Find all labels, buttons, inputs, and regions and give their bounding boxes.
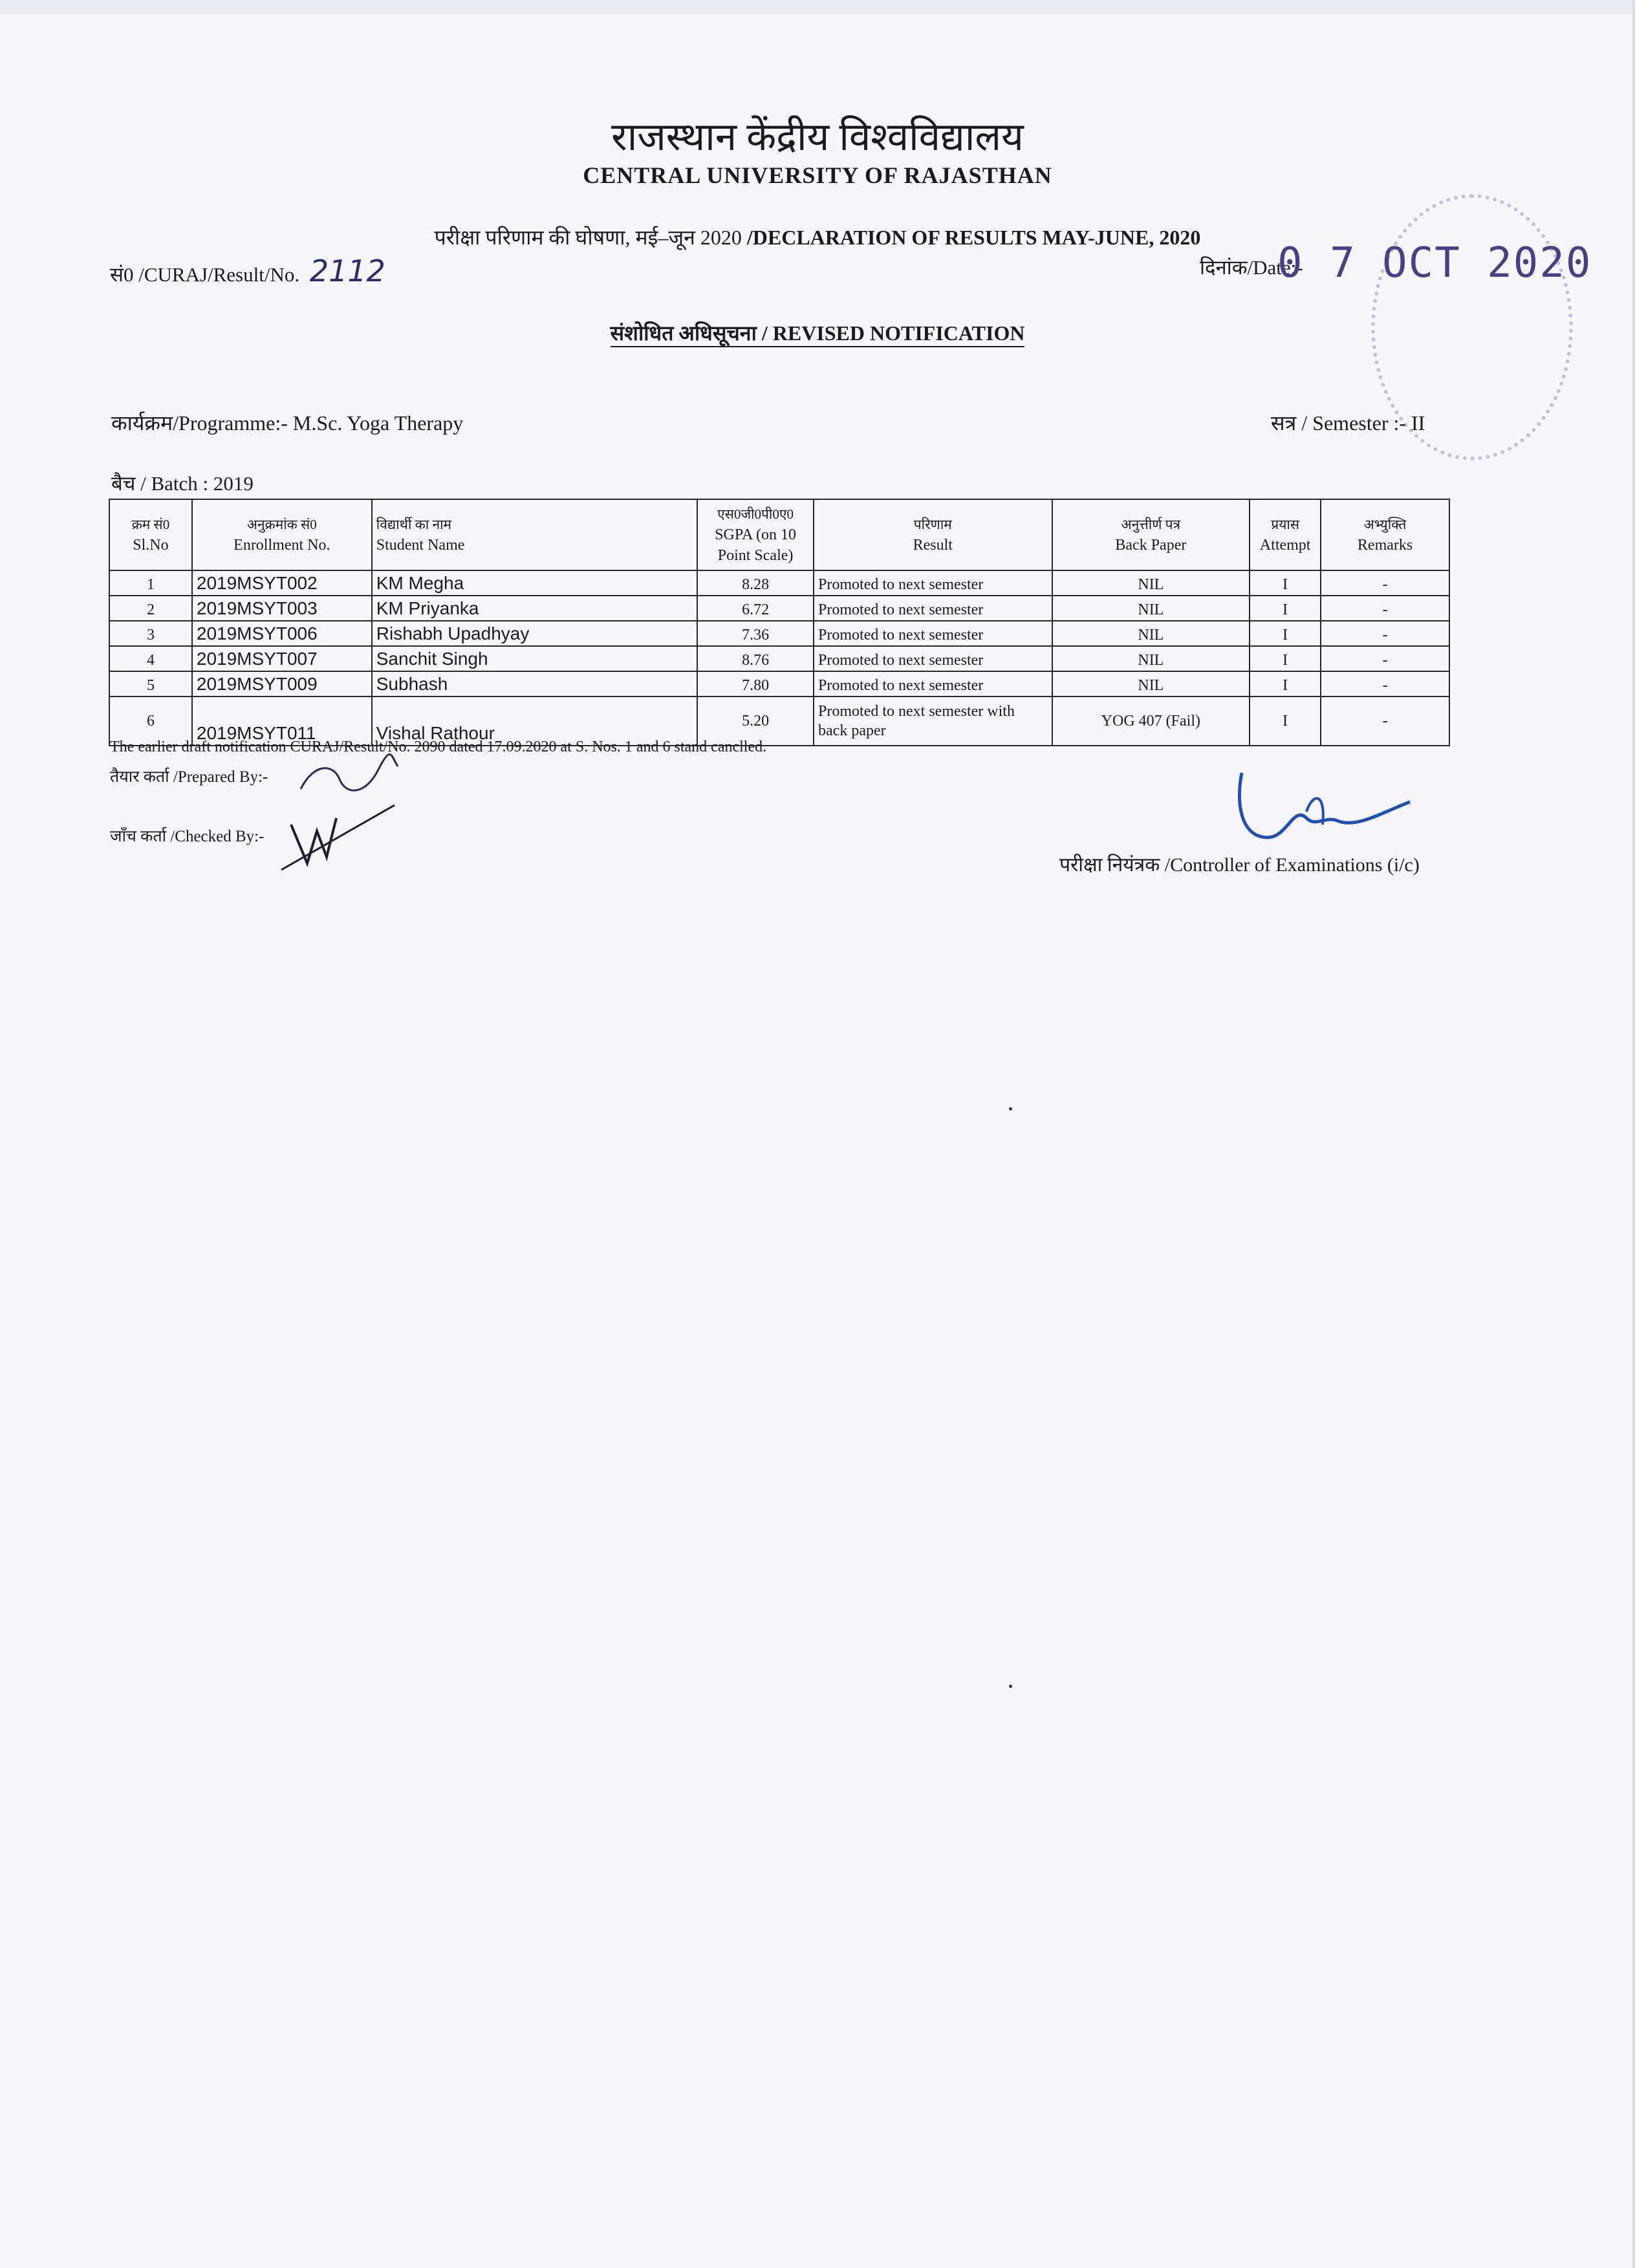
cell-student-name: KM Megha bbox=[372, 570, 697, 596]
cancellation-note: The earlier draft notification CURAJ/Result/No. 2090 dated 17.09.2020 at S. Nos. 1 and 6 stand canclled. bbox=[110, 739, 767, 755]
table-row bbox=[109, 570, 1449, 596]
semester-label: सत्र / Semester :- II bbox=[1271, 411, 1425, 435]
reference-number bbox=[110, 254, 385, 288]
cell-attempt: I bbox=[1250, 596, 1321, 621]
table-row bbox=[109, 621, 1449, 646]
cell-enrollment: 2019MSYT002 bbox=[192, 570, 372, 596]
cell-sl-no: 4 bbox=[109, 646, 192, 671]
cell-sgpa: 8.76 bbox=[697, 646, 814, 671]
header-sgpa: एस0जी0पी0ए0 SGPA (on 10 Point Scale) bbox=[697, 499, 814, 570]
cell-student-name: Subhash bbox=[372, 671, 697, 697]
cell-sgpa: 5.20 bbox=[697, 697, 814, 746]
cell-sl-no: 2 bbox=[109, 596, 192, 621]
revised-notification-text: संशोधित अधिसूचना / REVISED NOTIFICATION bbox=[611, 321, 1025, 347]
declaration-english: /DECLARATION OF RESULTS MAY-JUNE, 2020 bbox=[746, 226, 1201, 249]
cell-student-name: Vishal Rathour bbox=[372, 697, 697, 746]
cell-back-paper: NIL bbox=[1052, 646, 1250, 671]
cell-attempt: I bbox=[1250, 671, 1321, 697]
header-back-paper: अनुत्तीर्ण पत्र Back Paper bbox=[1052, 499, 1250, 570]
cell-enrollment: 2019MSYT003 bbox=[192, 596, 372, 621]
header-enrollment-no: अनुक्रमांक सं0 Enrollment No. bbox=[192, 499, 372, 570]
scan-top-edge bbox=[0, 0, 1635, 14]
cell-back-paper: NIL bbox=[1052, 621, 1250, 646]
cell-remarks: - bbox=[1321, 646, 1449, 671]
cell-enrollment: 2019MSYT006 bbox=[192, 621, 372, 646]
reference-label: सं0 /CURAJ/Result/No. bbox=[110, 263, 300, 286]
header-result: परिणाम Result bbox=[814, 499, 1052, 570]
cell-sl-no: 5 bbox=[109, 671, 192, 697]
cell-student-name: Rishabh Upadhyay bbox=[372, 621, 697, 646]
results-table bbox=[109, 499, 1450, 746]
checked-by-label: जाँच कर्ता /Checked By:- bbox=[110, 828, 265, 845]
prepared-by-label: तैयार कर्ता /Prepared By:- bbox=[110, 768, 268, 786]
cell-enrollment: 2019MSYT011 bbox=[192, 697, 372, 746]
table-row bbox=[109, 596, 1449, 621]
reference-number-handwritten: 2112 bbox=[309, 254, 385, 288]
checked-by-signature bbox=[278, 792, 407, 876]
cell-enrollment: 2019MSYT009 bbox=[192, 671, 372, 697]
cell-remarks: - bbox=[1321, 697, 1449, 746]
cell-attempt: I bbox=[1250, 570, 1321, 596]
header-remarks: अभ्युक्ति Remarks bbox=[1321, 499, 1449, 570]
header-attempt: प्रयास Attempt bbox=[1250, 499, 1321, 570]
cell-sgpa: 8.28 bbox=[697, 570, 814, 596]
batch-label: बैच / Batch : 2019 bbox=[111, 472, 254, 495]
programme-label: कार्यक्रम/Programme:- M.Sc. Yoga Therapy bbox=[111, 411, 464, 435]
scan-speck bbox=[1009, 1107, 1012, 1110]
cell-student-name: KM Priyanka bbox=[372, 596, 697, 621]
cell-result: Promoted to next semester with back paper bbox=[814, 697, 1052, 746]
cell-result: Promoted to next semester bbox=[814, 646, 1052, 671]
cell-sl-no: 1 bbox=[109, 570, 192, 596]
cell-remarks: - bbox=[1321, 671, 1449, 697]
scan-speck bbox=[1009, 1685, 1012, 1688]
header-student-name: विद्यार्थी का नाम Student Name bbox=[372, 499, 697, 570]
cell-back-paper: YOG 407 (Fail) bbox=[1052, 697, 1250, 746]
cell-remarks: - bbox=[1321, 596, 1449, 621]
date-stamp: 0 7 OCT 2020 bbox=[1277, 239, 1592, 287]
table-row bbox=[109, 671, 1449, 697]
cell-back-paper: NIL bbox=[1052, 671, 1250, 697]
cell-sgpa: 7.36 bbox=[697, 621, 814, 646]
cell-back-paper: NIL bbox=[1052, 596, 1250, 621]
cell-sl-no: 6 bbox=[109, 697, 192, 746]
header-sl-no: क्रम सं0 Sl.No bbox=[109, 499, 192, 570]
cell-attempt: I bbox=[1250, 646, 1321, 671]
controller-signature bbox=[1229, 766, 1416, 850]
controller-of-examinations-label: परीक्षा नियंत्रक /Controller of Examinations (i/c) bbox=[1059, 854, 1420, 876]
cell-sgpa: 6.72 bbox=[697, 596, 814, 621]
cell-attempt: I bbox=[1250, 621, 1321, 646]
date-label: दिनांक/Date:- bbox=[1200, 256, 1303, 279]
table-header-row bbox=[109, 499, 1449, 570]
cell-back-paper: NIL bbox=[1052, 570, 1250, 596]
cell-result: Promoted to next semester bbox=[814, 671, 1052, 697]
cell-student-name: Sanchit Singh bbox=[372, 646, 697, 671]
university-title-hindi: राजस्थान केंद्रीय विश्वविद्यालय bbox=[611, 116, 1024, 158]
cell-result: Promoted to next semester bbox=[814, 596, 1052, 621]
cell-remarks: - bbox=[1321, 621, 1449, 646]
table-row bbox=[109, 646, 1449, 671]
cell-attempt: I bbox=[1250, 697, 1321, 746]
cell-result: Promoted to next semester bbox=[814, 621, 1052, 646]
cell-sl-no: 3 bbox=[109, 621, 192, 646]
cell-remarks: - bbox=[1321, 570, 1449, 596]
cell-result: Promoted to next semester bbox=[814, 570, 1052, 596]
cell-sgpa: 7.80 bbox=[697, 671, 814, 697]
revised-notification-title bbox=[0, 319, 1635, 347]
cell-enrollment: 2019MSYT007 bbox=[192, 646, 372, 671]
declaration-hindi: परीक्षा परिणाम की घोषणा, मई–जून 2020 bbox=[434, 226, 742, 249]
university-title-english: CENTRAL UNIVERSITY OF RAJASTHAN bbox=[583, 162, 1052, 188]
